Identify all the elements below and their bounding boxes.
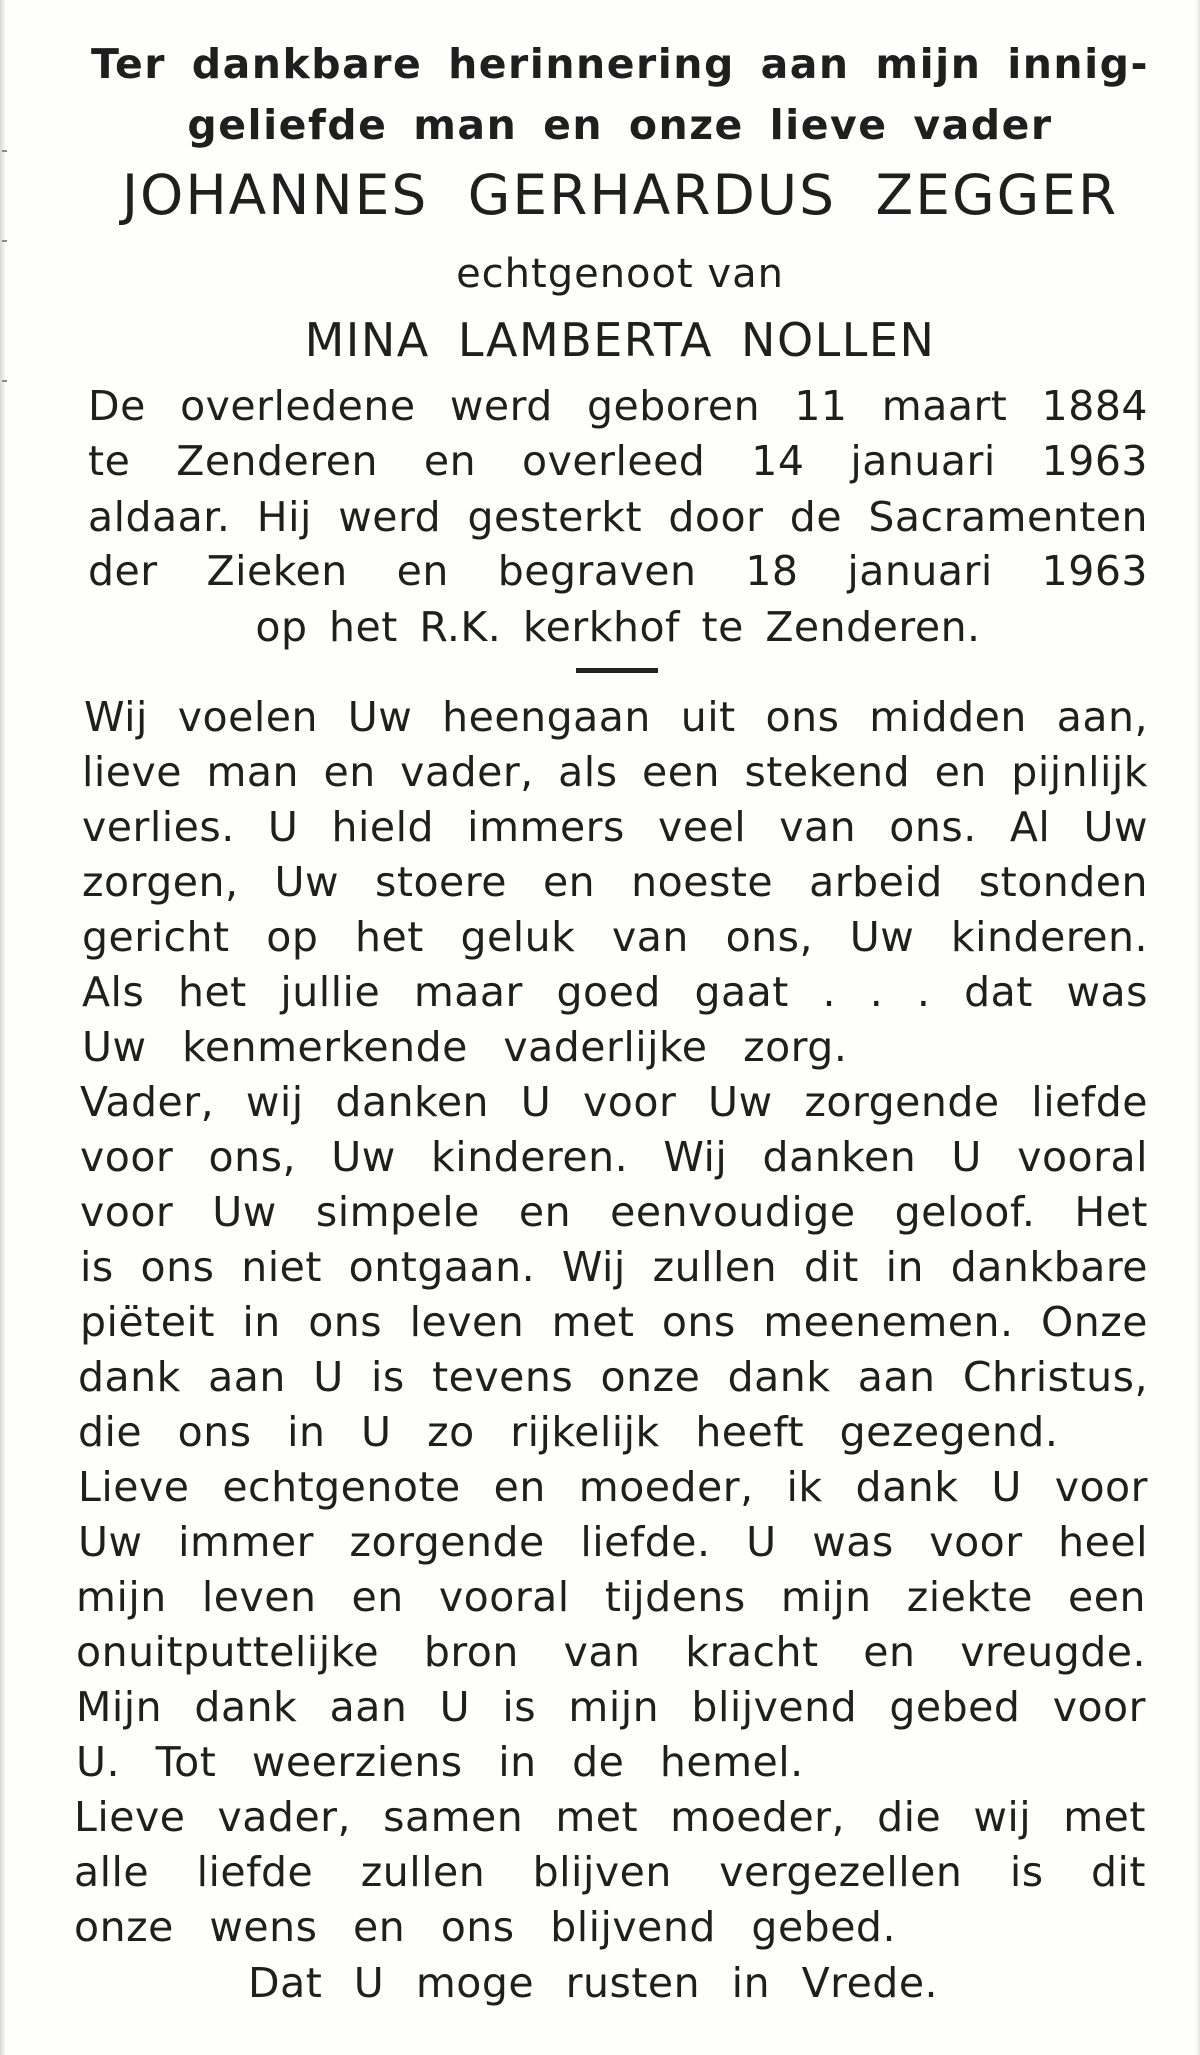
bio-line: De overledene werd geboren 11 maart 1884 — [88, 382, 1148, 430]
spouse-name: MINA LAMBERTA NOLLEN — [304, 313, 936, 367]
body-line: Uw immer zorgende liefde. U was voor heel — [78, 1518, 1148, 1566]
spouse-intro: echtgenoot van — [456, 251, 784, 297]
body-line: Vader, wij danken U voor Uw zorgende liefde — [80, 1078, 1148, 1126]
body-line: piëteit in ons leven met ons meenemen. Onze — [80, 1298, 1148, 1346]
body-line: onuitputtelijke bron van kracht en vreugde. — [76, 1628, 1146, 1676]
bio-line: op het R.K. kerkhof te Zenderen. — [255, 603, 981, 651]
body-line: die ons in U zo rijkelijk heeft gezegend. — [78, 1408, 1059, 1456]
body-line: Als het jullie maar goed gaat . . . dat was — [82, 968, 1148, 1016]
bio-line: aldaar. Hij werd gesterkt door de Sacramenten — [88, 493, 1148, 541]
body-line: is ons niet ontgaan. Wij zullen dit in dankbare — [80, 1243, 1148, 1291]
right-paper-edge — [1196, 0, 1200, 2055]
body-line: U. Tot weerziens in de hemel. — [76, 1738, 804, 1786]
body-line: zorgen, Uw stoere en noeste arbeid stonden — [82, 858, 1148, 906]
edge-mark — [2, 240, 7, 242]
body-line: voor ons, Uw kinderen. Wij danken U vooral — [80, 1133, 1148, 1181]
body-line: verlies. U hield immers veel van ons. Al Uw — [82, 803, 1148, 851]
edge-mark — [2, 380, 7, 382]
header-line-2: geliefde man en onze lieve vader — [187, 101, 1053, 149]
separator-rule — [576, 668, 658, 673]
body-line: alle liefde zullen blijven vergezellen is dit — [74, 1848, 1146, 1896]
body-line: Uw kenmerkende vaderlijke zorg. — [82, 1023, 848, 1071]
body-line: gericht op het geluk van ons, Uw kinderen. — [82, 913, 1148, 961]
body-line: mijn leven en vooral tijdens mijn ziekte een — [76, 1573, 1146, 1621]
body-line: onze wens en ons blijvend gebed. — [74, 1903, 896, 1951]
closing-line: Dat U moge rusten in Vrede. — [248, 1959, 939, 2007]
bio-line: der Zieken en begraven 18 januari 1963 — [88, 547, 1148, 595]
deceased-name: JOHANNES GERHARDUS ZEGGER — [121, 163, 1119, 227]
bio-line: te Zenderen en overleed 14 januari 1963 — [88, 437, 1148, 485]
body-line: dank aan U is tevens onze dank aan Christus, — [78, 1353, 1148, 1401]
body-line: voor Uw simpele en eenvoudige geloof. Het — [80, 1188, 1148, 1236]
body-line: Lieve echtgenote en moeder, ik dank U voor — [78, 1463, 1148, 1511]
body-line: Lieve vader, samen met moeder, die wij met — [74, 1793, 1146, 1841]
edge-mark — [2, 150, 7, 152]
body-line: Wij voelen Uw heengaan uit ons midden aan, — [84, 693, 1148, 741]
body-line: lieve man en vader, als een stekend en pijnlijk — [82, 748, 1148, 796]
body-line: Mijn dank aan U is mijn blijvend gebed voor — [76, 1683, 1146, 1731]
header-line-1: Ter dankbare herinnering aan mijn innig- — [90, 40, 1150, 88]
left-paper-edge — [0, 0, 6, 2055]
